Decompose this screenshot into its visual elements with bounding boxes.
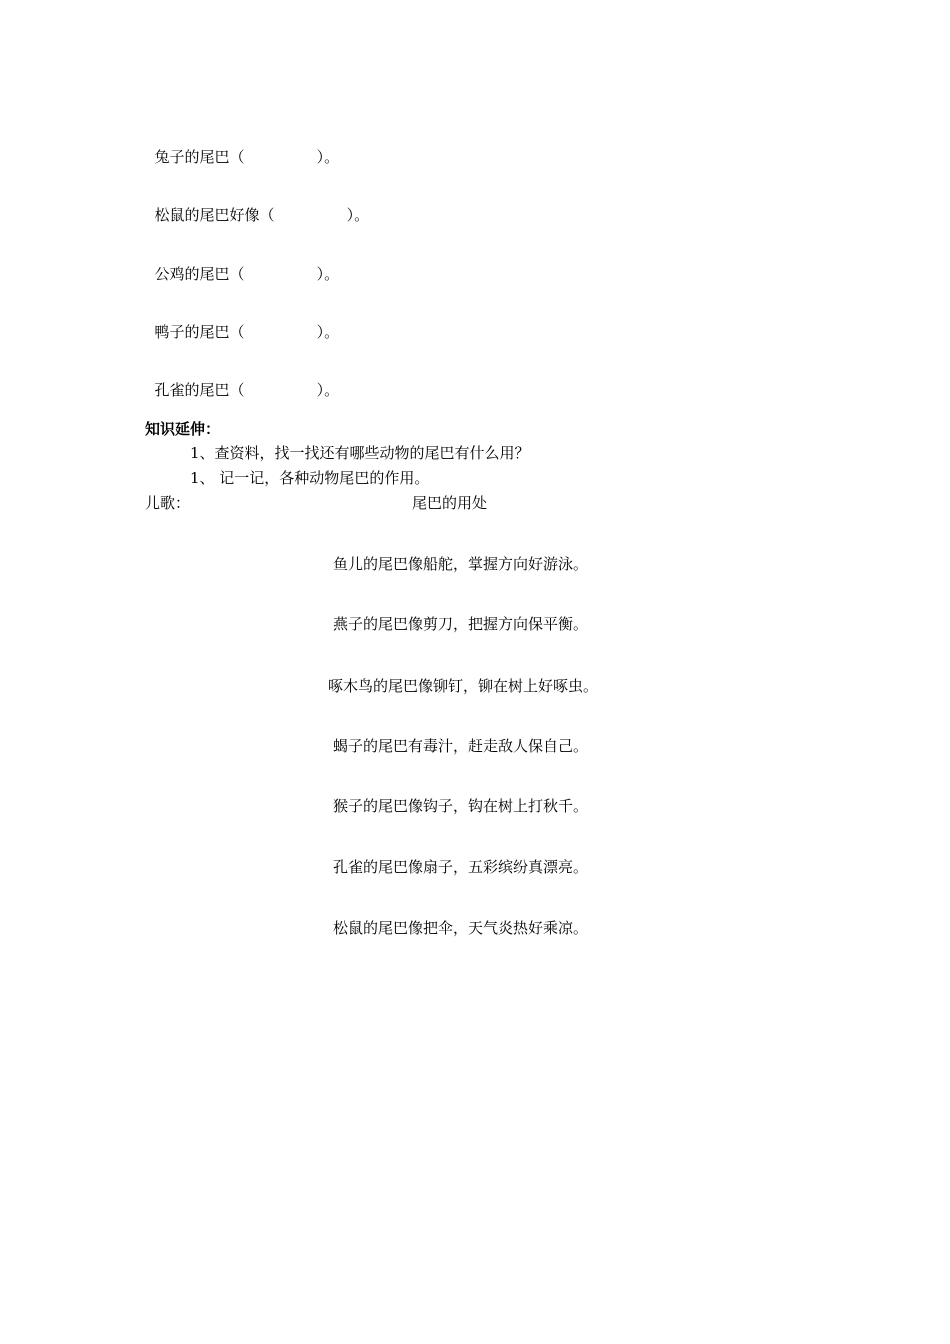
fill-in-suffix: ）。 xyxy=(316,381,340,399)
fill-in-prefix: 鸭子的尾巴（ xyxy=(154,323,245,341)
song-title: 尾巴的用处 xyxy=(412,494,488,512)
fill-in-suffix: ）。 xyxy=(316,323,340,341)
fill-in-item-squirrel xyxy=(145,185,369,225)
fill-in-suffix: ）。 xyxy=(346,206,370,224)
fill-in-item-rabbit xyxy=(145,127,339,167)
song-label: 儿歌： xyxy=(145,494,191,512)
fill-in-item-rooster xyxy=(145,244,339,284)
fill-in-item-peacock xyxy=(145,360,339,400)
extension-heading: 知识延伸： xyxy=(145,420,221,438)
fill-in-prefix: 松鼠的尾巴好像（ xyxy=(154,206,275,224)
song-line: 松鼠的尾巴像把伞，天气炎热好乘凉。 xyxy=(333,919,589,937)
extension-item: 1、 记一记，各种动物尾巴的作用。 xyxy=(190,469,430,487)
fill-in-prefix: 公鸡的尾巴（ xyxy=(154,265,245,283)
song-line: 啄木鸟的尾巴像铆钉，铆在树上好啄虫。 xyxy=(328,677,599,695)
fill-in-prefix: 孔雀的尾巴（ xyxy=(154,381,245,399)
fill-in-prefix: 兔子的尾巴（ xyxy=(154,148,245,166)
song-line: 鱼儿的尾巴像船舵，掌握方向好游泳。 xyxy=(333,555,589,573)
song-line: 孔雀的尾巴像扇子，五彩缤纷真漂亮。 xyxy=(333,858,589,876)
song-line: 燕子的尾巴像剪刀，把握方向保平衡。 xyxy=(333,615,589,633)
song-line: 猴子的尾巴像钩子，钩在树上打秋千。 xyxy=(333,797,589,815)
fill-in-suffix: ）。 xyxy=(316,148,340,166)
fill-in-item-duck xyxy=(145,302,339,342)
song-line: 蝎子的尾巴有毒汁，赶走敌人保自己。 xyxy=(333,737,589,755)
extension-item: 1、查资料，找一找还有哪些动物的尾巴有什么用？ xyxy=(190,444,530,462)
fill-in-suffix: ）。 xyxy=(316,265,340,283)
